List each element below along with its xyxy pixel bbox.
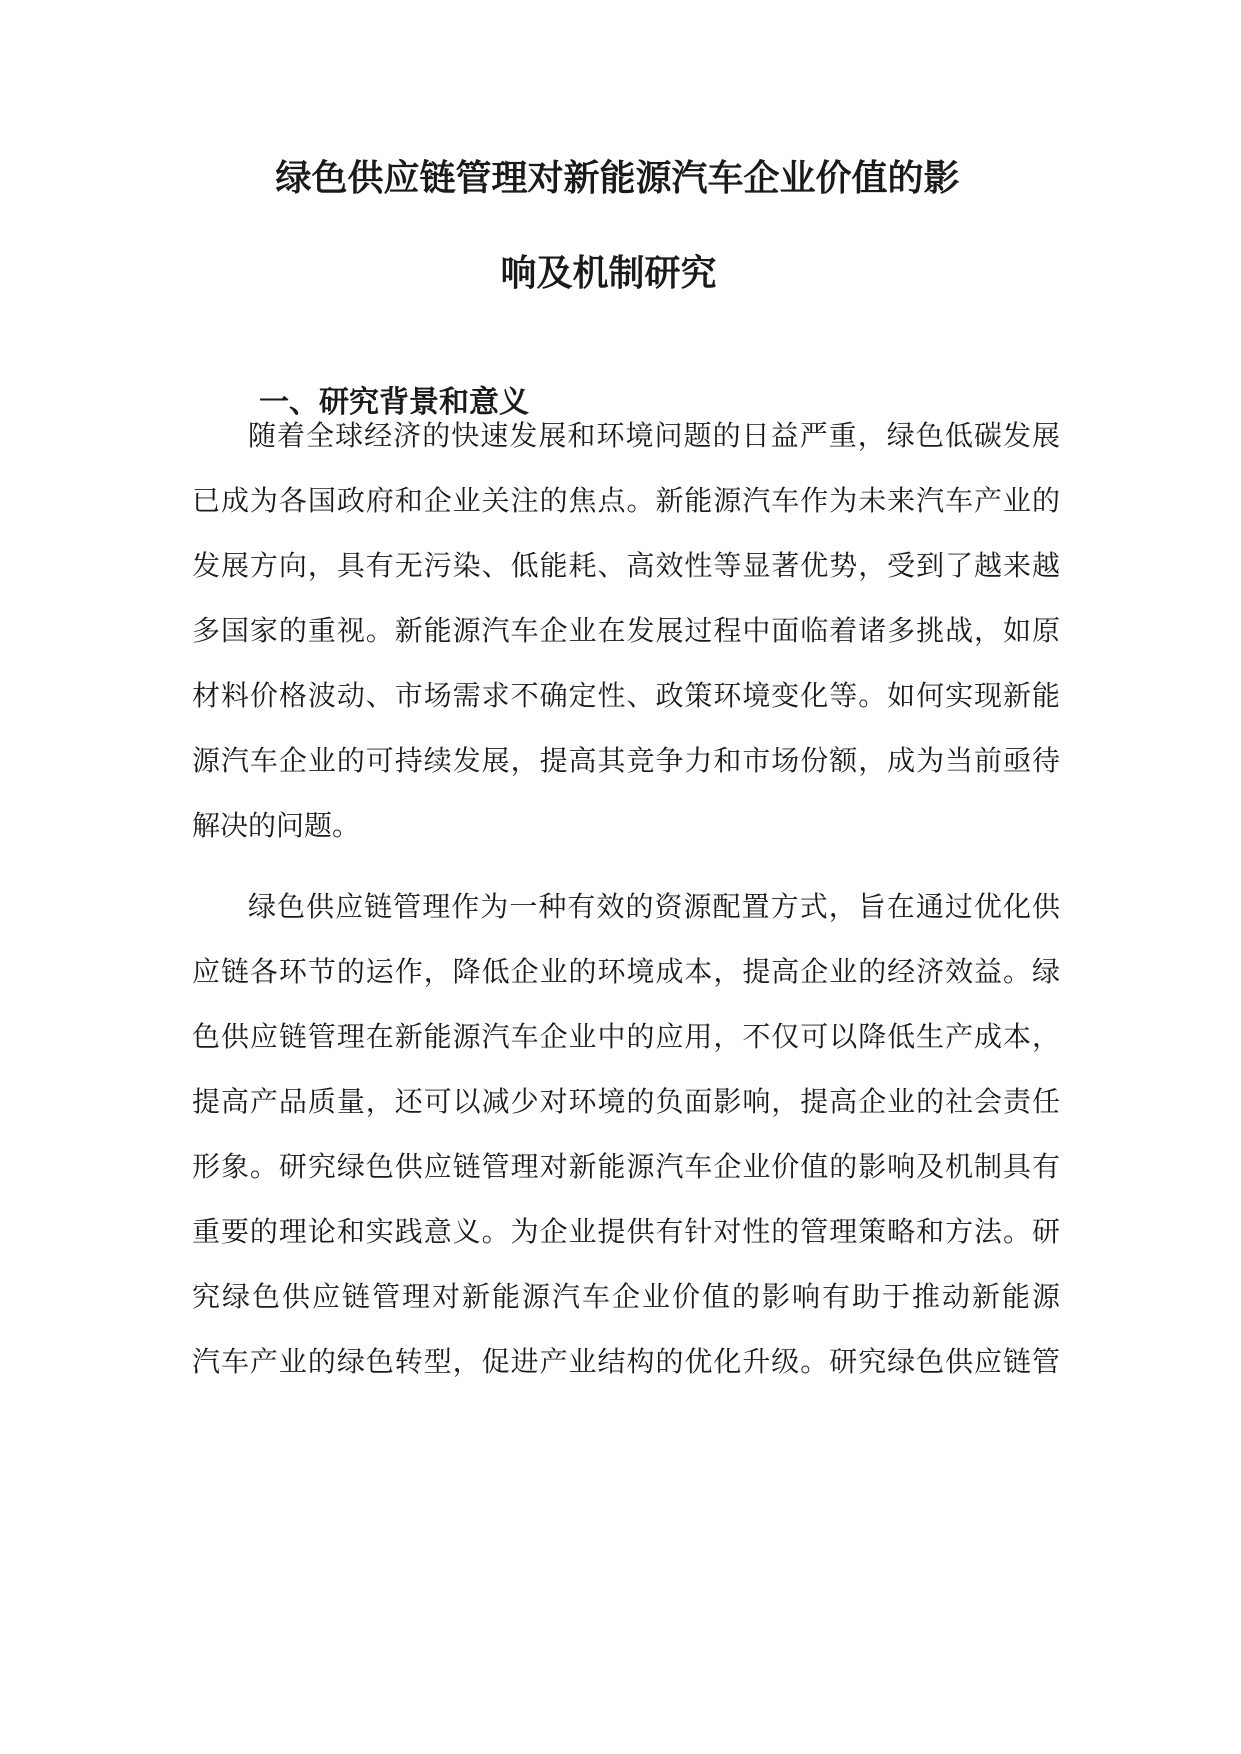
paragraph-2-line-7: 究绿色供应链管理对新能源汽车企业价值的影响有助于推动新能源: [192, 1280, 1060, 1313]
paragraph-2-line-2: 应链各环节的运作，降低企业的环境成本，提高企业的经济效益。绿: [192, 955, 1060, 988]
paragraph-1-line-4: 多国家的重视。新能源汽车企业在发展过程中面临着诸多挑战，如原: [192, 614, 1060, 647]
paragraph-2-line-6: 重要的理论和实践意义。为企业提供有针对性的管理策略和方法。研: [192, 1215, 1060, 1248]
paragraph-1-line-6: 源汽车企业的可持续发展，提高其竞争力和市场份额，成为当前亟待: [192, 744, 1060, 777]
paragraph-1-line-3: 发展方向，具有无污染、低能耗、高效性等显著优势，受到了越来越: [192, 549, 1060, 582]
paragraph-2-line-3: 色供应链管理在新能源汽车企业中的应用，不仅可以降低生产成本，: [192, 1020, 1060, 1053]
document-title-line-2: 响及机制研究: [500, 253, 717, 294]
paragraph-1-line-5: 材料价格波动、市场需求不确定性、政策环境变化等。如何实现新能: [192, 679, 1060, 712]
section-heading: 一、研究背景和意义: [259, 385, 529, 420]
paragraph-1-line-1: 随着全球经济的快速发展和环境问题的日益严重，绿色低碳发展: [248, 419, 1060, 452]
paragraph-1-line-7: 解决的问题。: [192, 809, 361, 842]
document-title-line-1: 绿色供应链管理对新能源汽车企业价值的影: [275, 158, 960, 199]
paragraph-1-line-2: 已成为各国政府和企业关注的焦点。新能源汽车作为未来汽车产业的: [192, 484, 1060, 517]
paragraph-2-line-5: 形象。研究绿色供应链管理对新能源汽车企业价值的影响及机制具有: [192, 1150, 1060, 1183]
paragraph-2-line-4: 提高产品质量，还可以减少对环境的负面影响，提高企业的社会责任: [192, 1085, 1060, 1118]
paragraph-2-line-1: 绿色供应链管理作为一种有效的资源配置方式，旨在通过优化供: [248, 890, 1060, 923]
paragraph-2-line-8: 汽车产业的绿色转型，促进产业结构的优化升级。研究绿色供应链管: [192, 1345, 1060, 1378]
